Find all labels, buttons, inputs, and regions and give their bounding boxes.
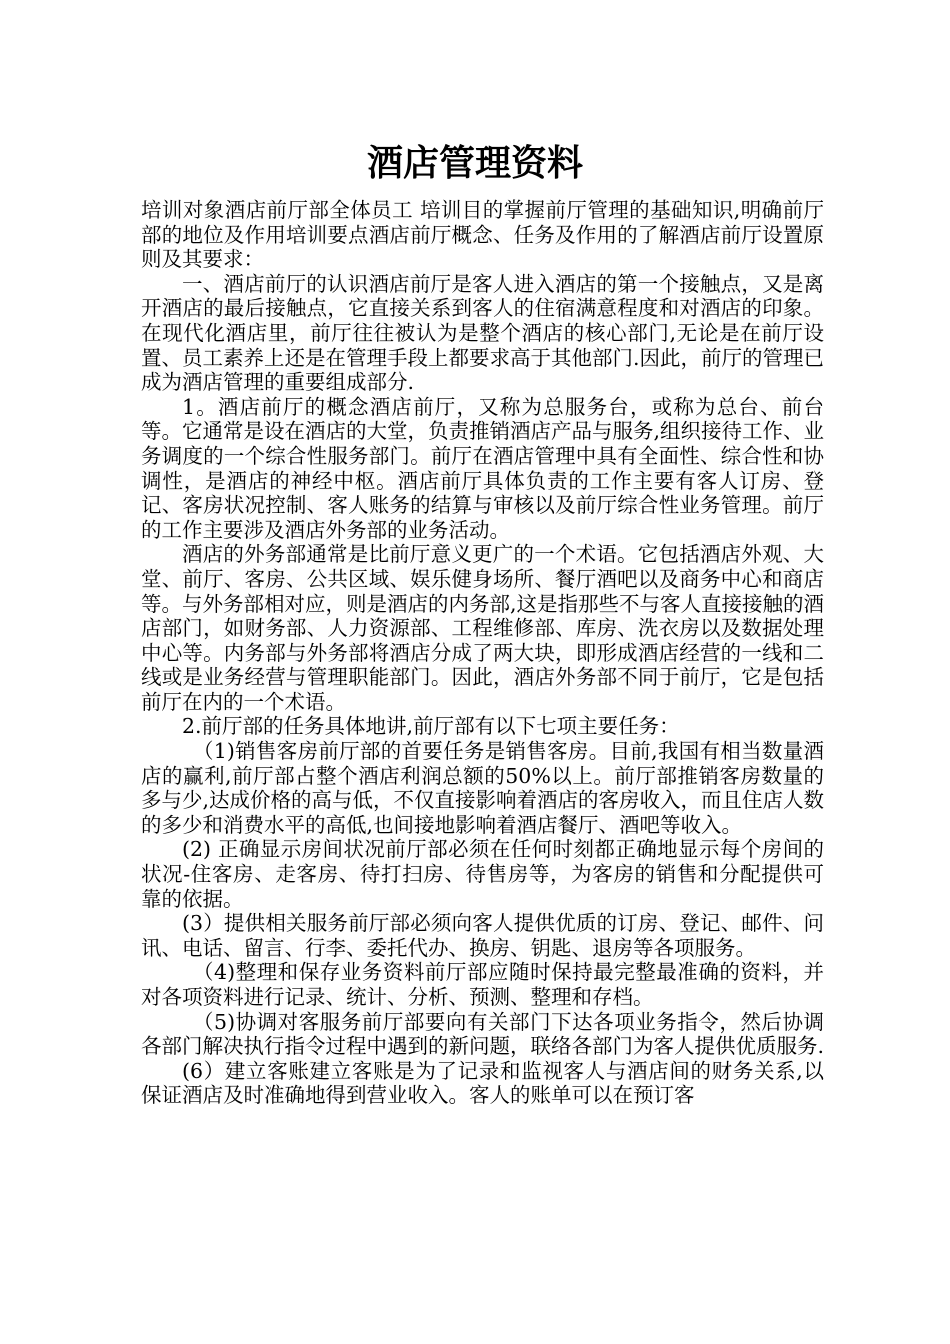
paragraph-front-office-concept: 1。酒店前厅的概念酒店前厅，又称为总服务台，或称为总台、前台等。它通常是设在酒店的大堂，负责推销酒店产品与服务,组织接待工作、业务调度的一个综合性服务部门。前厅在酒店管理中具有全面性、综合性和协调性，是酒店的神经中枢。酒店前厅具体负责的工作主要有客人订房、登记、客房状况控制、客人账务的结算与审核以及前厅综合性业务管理。前厅的工作主要涉及酒店外务部的业务活动。 bbox=[141, 394, 825, 542]
paragraph-front-office-overview: 一、酒店前厅的认识酒店前厅是客人进入酒店的第一个接触点，又是离开酒店的最后接触点，它直接关系到客人的住宿满意程度和对酒店的印象。在现代化酒店里，前厅往往被认为是整个酒店的核心部门,无论是在前厅设置、员工素养上还是在管理手段上都要求高于其他部门.因此，前厅的管理已成为酒店管理的重要组成部分. bbox=[141, 271, 825, 395]
document-body bbox=[141, 198, 824, 1108]
paragraph-external-department: 酒店的外务部通常是比前厅意义更广的一个术语。它包括酒店外观、大堂、前厅、客房、公共区域、娱乐健身场所、餐厅酒吧以及商务中心和商店等。与外务部相对应，则是酒店的内务部,这是指那些不与客人直接接触的酒店部门，如财务部、人力资源部、工程维修部、库房、洗衣房以及数据处理中心等。内务部与外务部将酒店分成了两大块，即形成酒店经营的一线和二线或是业务经营与管理职能部门。因此，酒店外务部不同于前厅，它是包括前厅在内的一个术语。 bbox=[141, 542, 825, 714]
paragraph-task-6: (6）建立客账建立客账是为了记录和监视客人与酒店间的财务关系,以保证酒店及时准确地得到营业收入。客人的账单可以在预订客 bbox=[141, 1058, 824, 1108]
paragraph-intro: 培训对象酒店前厅部全体员工 培训目的掌握前厅管理的基础知识,明确前厅部的地位及作用培训要点酒店前厅概念、任务及作用的了解酒店前厅设置原则及其要求： bbox=[141, 198, 824, 272]
document-title: 酒店管理资料 bbox=[366, 143, 583, 184]
paragraph-tasks-heading: 2.前厅部的任务具体地讲,前厅部有以下七项主要任务： bbox=[182, 714, 680, 739]
paragraph-task-5: （5)协调对客服务前厅部要向有关部门下达各项业务指令，然后协调各部门解决执行指令过程中遇到的新问题，联络各部门为客人提供优质服务. bbox=[141, 1009, 825, 1059]
paragraph-task-2: (2) 正确显示房间状况前厅部必须在任何时刻都正确地显示每个房间的状况-住客房、走客房、待打扫房、待售房等，为客房的销售和分配提供可靠的依据。 bbox=[141, 837, 824, 911]
paragraph-task-4: （4)整理和保存业务资料前厅部应随时保持最完整最准确的资料，并对各项资料进行记录、统计、分析、预测、整理和存档。 bbox=[141, 960, 824, 1009]
paragraph-task-1: （1)销售客房前厅部的首要任务是销售客房。目前,我国有相当数量酒店的赢利,前厅部占整个酒店利润总额的50%以上。前厅部推销客房数量的多与少,达成价格的高与低，不仅直接影响着酒店的客房收入，而且住店人数的多少和消费水平的高低,也间接地影响着酒店餐厅、酒吧等收入。 bbox=[141, 739, 825, 837]
paragraph-task-3: (3）提供相关服务前厅部必须向客人提供优质的订房、登记、邮件、问讯、电话、留言、行李、委托代办、换房、钥匙、退房等各项服务。 bbox=[141, 911, 824, 960]
